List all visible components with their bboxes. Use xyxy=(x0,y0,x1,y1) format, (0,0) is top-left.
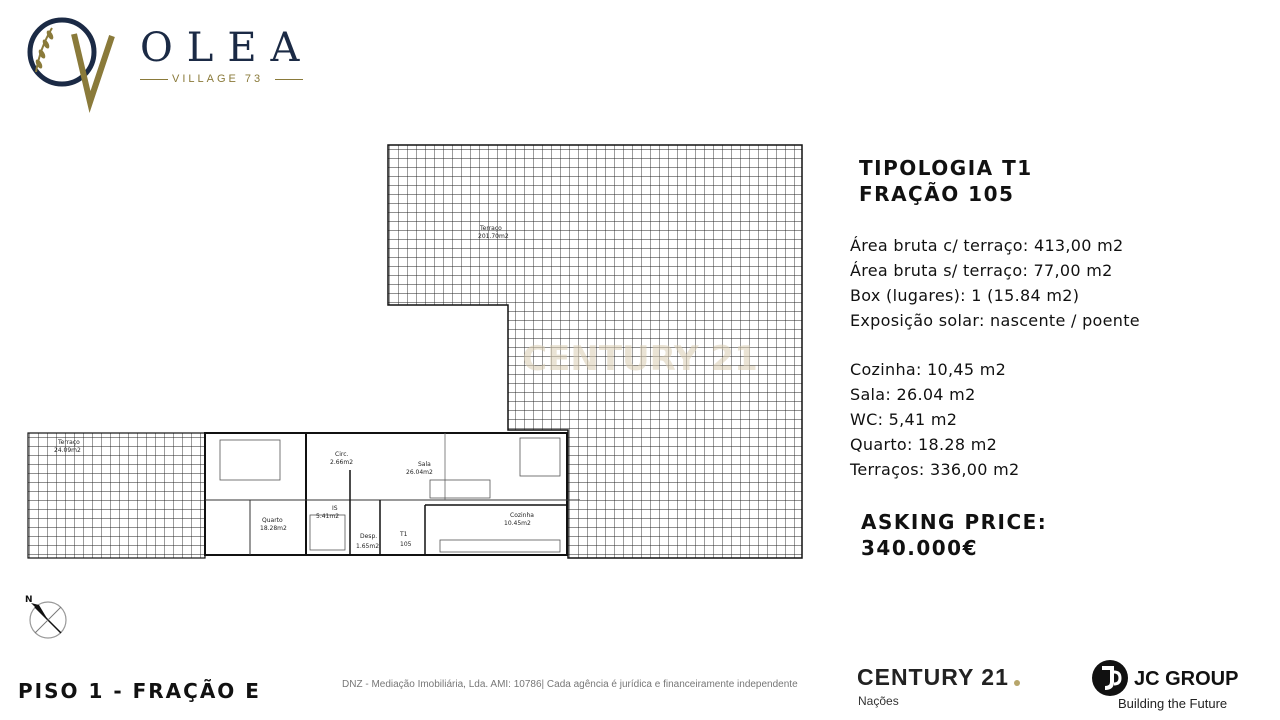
price-value: 340.000€ xyxy=(861,536,979,560)
room-label: Circ. xyxy=(335,451,349,458)
room-area: 201.70m2 xyxy=(478,233,509,240)
spec-spacer xyxy=(850,333,1140,357)
spec-terraces: Terraços: 336,00 m2 xyxy=(850,460,1020,479)
spec-bedroom: Quarto: 18.28 m2 xyxy=(850,435,998,454)
room-label: Terraço xyxy=(480,225,502,232)
brand-divider-left xyxy=(140,79,168,80)
spec-living-room: Sala: 26.04 m2 xyxy=(850,385,976,404)
disclaimer-text: DNZ - Mediação Imobiliária, Lda. AMI: 10786| Cada agência é jurídica e financeiramente independente xyxy=(342,679,798,690)
specs-list xyxy=(850,233,1140,482)
room-area: 1.65m2 xyxy=(356,543,380,550)
room-label: Cozinha xyxy=(510,512,534,519)
century21-logo: CENTURY 21 xyxy=(857,664,1009,690)
room-label: T1 xyxy=(400,531,408,538)
brand-subtitle: VILLAGE 73 xyxy=(172,73,264,85)
brand-divider-right xyxy=(275,79,303,80)
room-label: Sala xyxy=(418,461,431,468)
brand-name: OLEA xyxy=(140,25,314,71)
apartment-interior xyxy=(205,433,567,555)
floor-label: PISO 1 - FRAÇÃO E xyxy=(18,679,261,703)
spec-wc: WC: 5,41 m2 xyxy=(850,410,958,429)
room-area: 2.66m2 xyxy=(330,459,354,466)
room-label: Terraço xyxy=(58,439,80,446)
spec-gross-area-without-terrace: Área bruta s/ terraço: 77,00 m2 xyxy=(850,261,1113,280)
agency-branch: Nações xyxy=(858,694,899,708)
room-area: 24.09m2 xyxy=(54,447,81,454)
price-label: ASKING PRICE: xyxy=(861,510,1048,534)
spec-gross-area-with-terrace: Área bruta c/ terraço: 413,00 m2 xyxy=(850,236,1124,255)
room-area: 5.41m2 xyxy=(316,513,340,520)
room-area: 10.45m2 xyxy=(504,520,531,527)
spec-sun-exposure: Exposição solar: nascente / poente xyxy=(850,311,1140,330)
compass-north-label: N xyxy=(25,595,33,605)
jc-group-name: JC GROUP xyxy=(1134,668,1239,690)
room-area: 26.04m2 xyxy=(406,469,433,476)
asking-price xyxy=(861,509,1047,561)
room-label: IS xyxy=(332,505,338,512)
fraction-label: FRAÇÃO 105 xyxy=(859,182,1015,206)
plan-watermark: CENTURY 21 xyxy=(522,339,758,379)
jc-group-logo-icon xyxy=(1090,658,1130,698)
room-label: Desp. xyxy=(360,533,378,540)
compass-icon xyxy=(20,590,74,644)
typology-label: TIPOLOGIA T1 xyxy=(859,156,1033,180)
spec-parking: Box (lugares): 1 (15.84 m2) xyxy=(850,286,1080,305)
spec-kitchen: Cozinha: 10,45 m2 xyxy=(850,360,1007,379)
typology-heading xyxy=(859,155,1033,207)
room-area: 18.28m2 xyxy=(260,525,287,532)
century21-dot xyxy=(1014,680,1020,686)
room-label: Quarto xyxy=(262,517,283,524)
floor-plan-drawing xyxy=(20,140,820,565)
room-area: 105 xyxy=(400,541,412,548)
jc-group-slogan: Building the Future xyxy=(1118,696,1228,711)
